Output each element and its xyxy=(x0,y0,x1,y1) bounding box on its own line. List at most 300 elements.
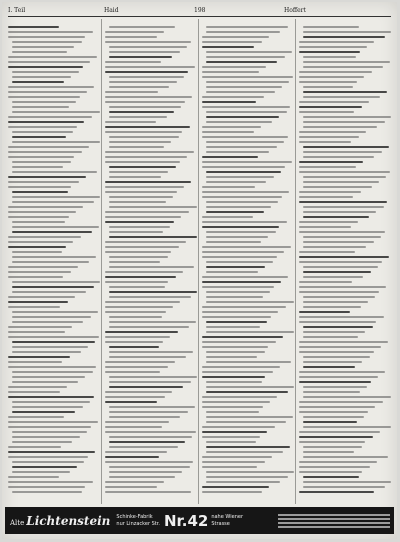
entry-line xyxy=(12,106,69,108)
entry-line xyxy=(8,426,91,428)
ad-line-2: nur Linzacker Str. xyxy=(116,520,160,527)
entry-line xyxy=(109,436,193,438)
entry-line xyxy=(105,486,157,488)
entry-line xyxy=(299,251,355,253)
entry-line xyxy=(105,251,171,253)
entry-line xyxy=(202,166,285,168)
entry-line xyxy=(202,401,270,403)
entry-line xyxy=(202,426,275,428)
entry-line xyxy=(202,251,284,253)
entry-line xyxy=(202,306,286,308)
ad-brand xyxy=(10,514,110,528)
entry-line xyxy=(299,51,360,53)
column-text xyxy=(8,26,100,504)
column-1 xyxy=(7,19,102,504)
entry-line xyxy=(303,326,373,328)
entry-line xyxy=(299,461,377,463)
entry-line xyxy=(8,451,95,453)
entry-line xyxy=(12,201,95,203)
ad-brand-prefix: Alte xyxy=(10,518,25,527)
entry-line xyxy=(206,476,288,478)
entry-line xyxy=(206,361,292,363)
page-number: 198 xyxy=(194,7,206,14)
ad-tail-2: Strasse xyxy=(211,520,230,527)
entry-line xyxy=(202,106,290,108)
entry-line xyxy=(109,471,183,473)
entry-line xyxy=(303,146,389,148)
fine-print-line xyxy=(278,522,390,524)
entry-line xyxy=(206,231,276,233)
entry-line xyxy=(202,36,269,38)
entry-line xyxy=(105,421,169,423)
entry-line xyxy=(8,146,89,148)
entry-line xyxy=(8,421,98,423)
entry-line xyxy=(105,401,157,403)
entry-line xyxy=(303,361,363,363)
entry-line xyxy=(109,411,188,413)
entry-line xyxy=(206,146,277,148)
entry-line xyxy=(105,456,159,458)
entry-line xyxy=(109,226,171,228)
entry-line xyxy=(12,281,100,283)
entry-line xyxy=(299,381,371,383)
fine-print-line xyxy=(278,518,390,520)
entry-line xyxy=(12,316,91,318)
entry-line xyxy=(109,196,173,198)
entry-line xyxy=(12,221,65,223)
entry-line xyxy=(206,481,281,483)
entry-line xyxy=(12,436,80,438)
entry-line xyxy=(105,191,177,193)
entry-line xyxy=(299,261,382,263)
entry-line xyxy=(8,36,85,38)
entry-line xyxy=(202,366,280,368)
entry-line xyxy=(12,226,99,228)
entry-line xyxy=(206,51,292,53)
entry-line xyxy=(299,376,378,378)
entry-line xyxy=(303,476,359,478)
entry-line xyxy=(105,396,165,398)
entry-line xyxy=(109,206,197,208)
entry-line xyxy=(105,491,191,493)
entry-line xyxy=(303,276,364,278)
entry-line xyxy=(202,161,292,163)
entry-line xyxy=(303,96,380,98)
entry-line xyxy=(12,466,77,468)
entry-line xyxy=(109,376,197,378)
ad-brand-name: Lichtenstein xyxy=(26,513,111,528)
entry-line xyxy=(299,491,374,493)
entry-line xyxy=(12,171,98,173)
entry-line xyxy=(105,31,164,33)
entry-line xyxy=(8,386,67,388)
entry-line xyxy=(202,131,254,133)
ad-line-1: Schinke-Fabrik xyxy=(116,513,153,520)
entry-line xyxy=(299,41,374,43)
entry-line xyxy=(299,221,358,223)
entry-line xyxy=(206,351,265,353)
entry-line xyxy=(105,126,190,128)
entry-line xyxy=(12,341,96,343)
entry-line xyxy=(12,136,66,138)
entry-line xyxy=(8,156,74,158)
entry-line xyxy=(8,456,88,458)
entry-line xyxy=(303,356,370,358)
entry-line xyxy=(8,266,78,268)
entry-line xyxy=(8,26,59,28)
entry-line xyxy=(303,446,362,448)
entry-line xyxy=(303,481,391,483)
entry-line xyxy=(206,321,268,323)
entry-line xyxy=(105,131,182,133)
entry-line xyxy=(105,121,156,123)
entry-line xyxy=(109,346,160,348)
entry-line xyxy=(299,81,357,83)
entry-line xyxy=(299,286,386,288)
entry-line xyxy=(105,371,160,373)
entry-line xyxy=(299,371,385,373)
entry-line xyxy=(206,241,261,243)
entry-line xyxy=(303,301,368,303)
entry-line xyxy=(8,476,59,478)
entry-line xyxy=(105,96,192,98)
entry-line xyxy=(299,161,363,163)
advertisement-banner xyxy=(5,507,394,534)
entry-line xyxy=(12,431,87,433)
entry-line xyxy=(8,481,93,483)
entry-line xyxy=(109,51,180,53)
entry-line xyxy=(8,356,70,358)
entry-line xyxy=(105,186,184,188)
entry-line xyxy=(8,61,90,63)
entry-line xyxy=(105,101,185,103)
entry-line xyxy=(206,411,259,413)
entry-line xyxy=(299,346,381,348)
page-header xyxy=(8,6,391,17)
entry-line xyxy=(8,276,63,278)
entry-line xyxy=(202,156,258,158)
entry-line xyxy=(303,66,383,68)
entry-line xyxy=(8,211,76,213)
entry-line xyxy=(105,36,157,38)
column-text xyxy=(202,26,294,504)
entry-line xyxy=(109,321,196,323)
entry-line xyxy=(109,441,185,443)
entry-line xyxy=(202,341,276,343)
entry-columns xyxy=(7,19,392,504)
entry-line xyxy=(12,261,89,263)
entry-line xyxy=(12,311,98,313)
column-2 xyxy=(104,19,199,504)
entry-line xyxy=(8,241,73,243)
entry-line xyxy=(299,46,367,48)
entry-line xyxy=(202,196,282,198)
entry-line xyxy=(8,216,69,218)
entry-line xyxy=(299,441,365,443)
entry-line xyxy=(109,171,169,173)
fine-print-line xyxy=(278,526,390,528)
entry-line xyxy=(12,76,72,78)
entry-line xyxy=(299,171,390,173)
entry-line xyxy=(109,256,168,258)
entry-line xyxy=(202,436,260,438)
entry-line xyxy=(109,466,190,468)
entry-line xyxy=(299,201,387,203)
entry-line xyxy=(8,396,94,398)
entry-line xyxy=(206,291,270,293)
ad-house-number: Nr.42 xyxy=(163,511,209,530)
entry-line xyxy=(299,256,389,258)
entry-line xyxy=(303,366,355,368)
entry-line xyxy=(206,236,269,238)
entry-line xyxy=(105,451,167,453)
entry-line xyxy=(299,281,352,283)
entry-line xyxy=(8,86,94,88)
entry-line xyxy=(8,176,86,178)
entry-line xyxy=(8,151,82,153)
entry-line xyxy=(8,246,66,248)
entry-line xyxy=(303,31,391,33)
entry-line xyxy=(105,361,175,363)
entry-line xyxy=(109,111,174,113)
entry-line xyxy=(8,96,80,98)
entry-line xyxy=(12,406,83,408)
entry-line xyxy=(202,276,288,278)
entry-line xyxy=(299,401,383,403)
entry-line xyxy=(206,121,272,123)
entry-line xyxy=(8,186,71,188)
entry-line xyxy=(12,411,75,413)
entry-line xyxy=(109,386,184,388)
entry-line xyxy=(109,296,192,298)
entry-line xyxy=(202,316,271,318)
entry-line xyxy=(206,261,273,263)
entry-line xyxy=(105,181,191,183)
entry-line xyxy=(109,116,167,118)
entry-line xyxy=(202,311,278,313)
entry-line xyxy=(105,461,193,463)
entry-line xyxy=(109,146,164,148)
entry-line xyxy=(105,391,172,393)
entry-line xyxy=(299,411,368,413)
column-4 xyxy=(298,19,392,504)
entry-line xyxy=(202,101,256,103)
ad-tail-1: nahe Wiener xyxy=(211,513,243,520)
entry-line xyxy=(105,156,187,158)
entry-line xyxy=(12,41,82,43)
entry-line xyxy=(303,266,378,268)
entry-line xyxy=(206,171,281,173)
entry-line xyxy=(303,91,388,93)
entry-line xyxy=(303,416,365,418)
entry-line xyxy=(303,216,369,218)
entry-line xyxy=(202,346,268,348)
entry-line xyxy=(303,151,382,153)
entry-line xyxy=(299,101,369,103)
entry-line xyxy=(202,461,265,463)
entry-line xyxy=(12,71,79,73)
entry-line xyxy=(206,81,290,83)
entry-line xyxy=(303,86,354,88)
entry-line xyxy=(105,341,163,343)
entry-line xyxy=(109,106,182,108)
entry-line xyxy=(299,131,366,133)
entry-line xyxy=(303,186,372,188)
entry-line xyxy=(8,306,60,308)
entry-line xyxy=(202,186,255,188)
entry-line xyxy=(299,291,379,293)
header-part-label: I. Teil xyxy=(8,7,26,14)
entry-line xyxy=(303,211,377,213)
entry-line xyxy=(206,451,283,453)
entry-line xyxy=(12,251,63,253)
entry-line xyxy=(105,336,170,338)
entry-line xyxy=(299,111,354,113)
entry-line xyxy=(109,86,170,88)
entry-line xyxy=(105,426,162,428)
entry-line xyxy=(12,371,93,373)
entry-line xyxy=(202,246,291,248)
entry-line xyxy=(202,126,261,128)
entry-line xyxy=(202,136,288,138)
entry-line xyxy=(105,241,186,243)
entry-line xyxy=(299,311,350,313)
entry-line xyxy=(206,391,289,393)
entry-line xyxy=(206,446,291,448)
entry-line xyxy=(202,71,259,73)
entry-line xyxy=(303,336,358,338)
entry-line xyxy=(109,166,176,168)
entry-line xyxy=(206,111,287,113)
entry-line xyxy=(299,351,374,353)
entry-line xyxy=(12,461,85,463)
entry-line xyxy=(8,391,60,393)
entry-line xyxy=(206,326,260,328)
entry-line xyxy=(8,56,97,58)
entry-line xyxy=(109,201,166,203)
entry-line xyxy=(12,351,81,353)
header-keyword-left: Haid xyxy=(104,7,119,14)
entry-line xyxy=(303,396,391,398)
entry-line xyxy=(299,71,372,73)
entry-line xyxy=(105,61,161,63)
entry-line xyxy=(12,161,71,163)
entry-line xyxy=(8,126,77,128)
entry-line xyxy=(105,221,174,223)
entry-line xyxy=(109,291,197,293)
entry-line xyxy=(206,86,282,88)
entry-line xyxy=(206,61,278,63)
entry-line xyxy=(303,176,387,178)
entry-line xyxy=(303,36,386,38)
entry-line xyxy=(303,236,381,238)
entry-line xyxy=(109,231,163,233)
entry-line xyxy=(109,56,172,58)
fine-print-line xyxy=(278,514,390,516)
entry-line xyxy=(202,46,254,48)
entry-line xyxy=(105,276,176,278)
ad-address xyxy=(116,514,160,528)
entry-line xyxy=(299,106,362,108)
entry-line xyxy=(12,286,94,288)
entry-line xyxy=(206,301,294,303)
entry-line xyxy=(105,66,195,68)
entry-line xyxy=(8,326,72,328)
entry-line xyxy=(206,271,258,273)
entry-line xyxy=(202,371,273,373)
entry-line xyxy=(109,416,181,418)
entry-line xyxy=(8,336,99,338)
entry-line xyxy=(12,441,73,443)
entry-line xyxy=(105,481,164,483)
entry-line xyxy=(303,206,384,208)
entry-line xyxy=(202,336,283,338)
entry-line xyxy=(206,56,285,58)
entry-line xyxy=(12,166,64,168)
entry-line xyxy=(109,286,165,288)
entry-line xyxy=(8,181,79,183)
entry-line xyxy=(299,226,351,228)
entry-line xyxy=(303,126,378,128)
entry-line xyxy=(202,396,277,398)
entry-line xyxy=(105,216,181,218)
entry-line xyxy=(303,241,374,243)
entry-line xyxy=(8,271,71,273)
entry-line xyxy=(8,296,75,298)
entry-line xyxy=(109,136,179,138)
entry-line xyxy=(109,261,161,263)
entry-line xyxy=(206,416,293,418)
entry-line xyxy=(105,161,180,163)
entry-line xyxy=(12,491,82,493)
entry-line xyxy=(206,176,274,178)
entry-line xyxy=(299,136,359,138)
entry-line xyxy=(8,116,92,118)
entry-line xyxy=(202,286,274,288)
entry-line xyxy=(202,191,289,193)
entry-line xyxy=(206,296,263,298)
entry-line xyxy=(12,346,88,348)
entry-line xyxy=(109,326,189,328)
entry-line xyxy=(12,46,75,48)
entry-line xyxy=(109,446,178,448)
entry-line xyxy=(109,351,194,353)
header-keyword-right: Hoffert xyxy=(284,7,306,14)
entry-line xyxy=(8,486,85,488)
entry-line xyxy=(109,236,197,238)
entry-line xyxy=(206,201,279,203)
directory-page xyxy=(2,2,397,539)
entry-line xyxy=(303,331,366,333)
entry-line xyxy=(109,381,191,383)
entry-line xyxy=(299,471,362,473)
entry-line xyxy=(105,366,168,368)
entry-line xyxy=(105,331,178,333)
entry-line xyxy=(12,191,68,193)
entry-line xyxy=(109,46,187,48)
entry-line xyxy=(8,91,87,93)
entry-line xyxy=(299,341,388,343)
entry-line xyxy=(105,271,183,273)
entry-line xyxy=(109,406,195,408)
entry-line xyxy=(105,431,196,433)
entry-line xyxy=(8,301,68,303)
entry-line xyxy=(299,191,361,193)
entry-line xyxy=(105,306,173,308)
column-3 xyxy=(201,19,296,504)
entry-line xyxy=(202,376,265,378)
entry-line xyxy=(202,216,253,218)
